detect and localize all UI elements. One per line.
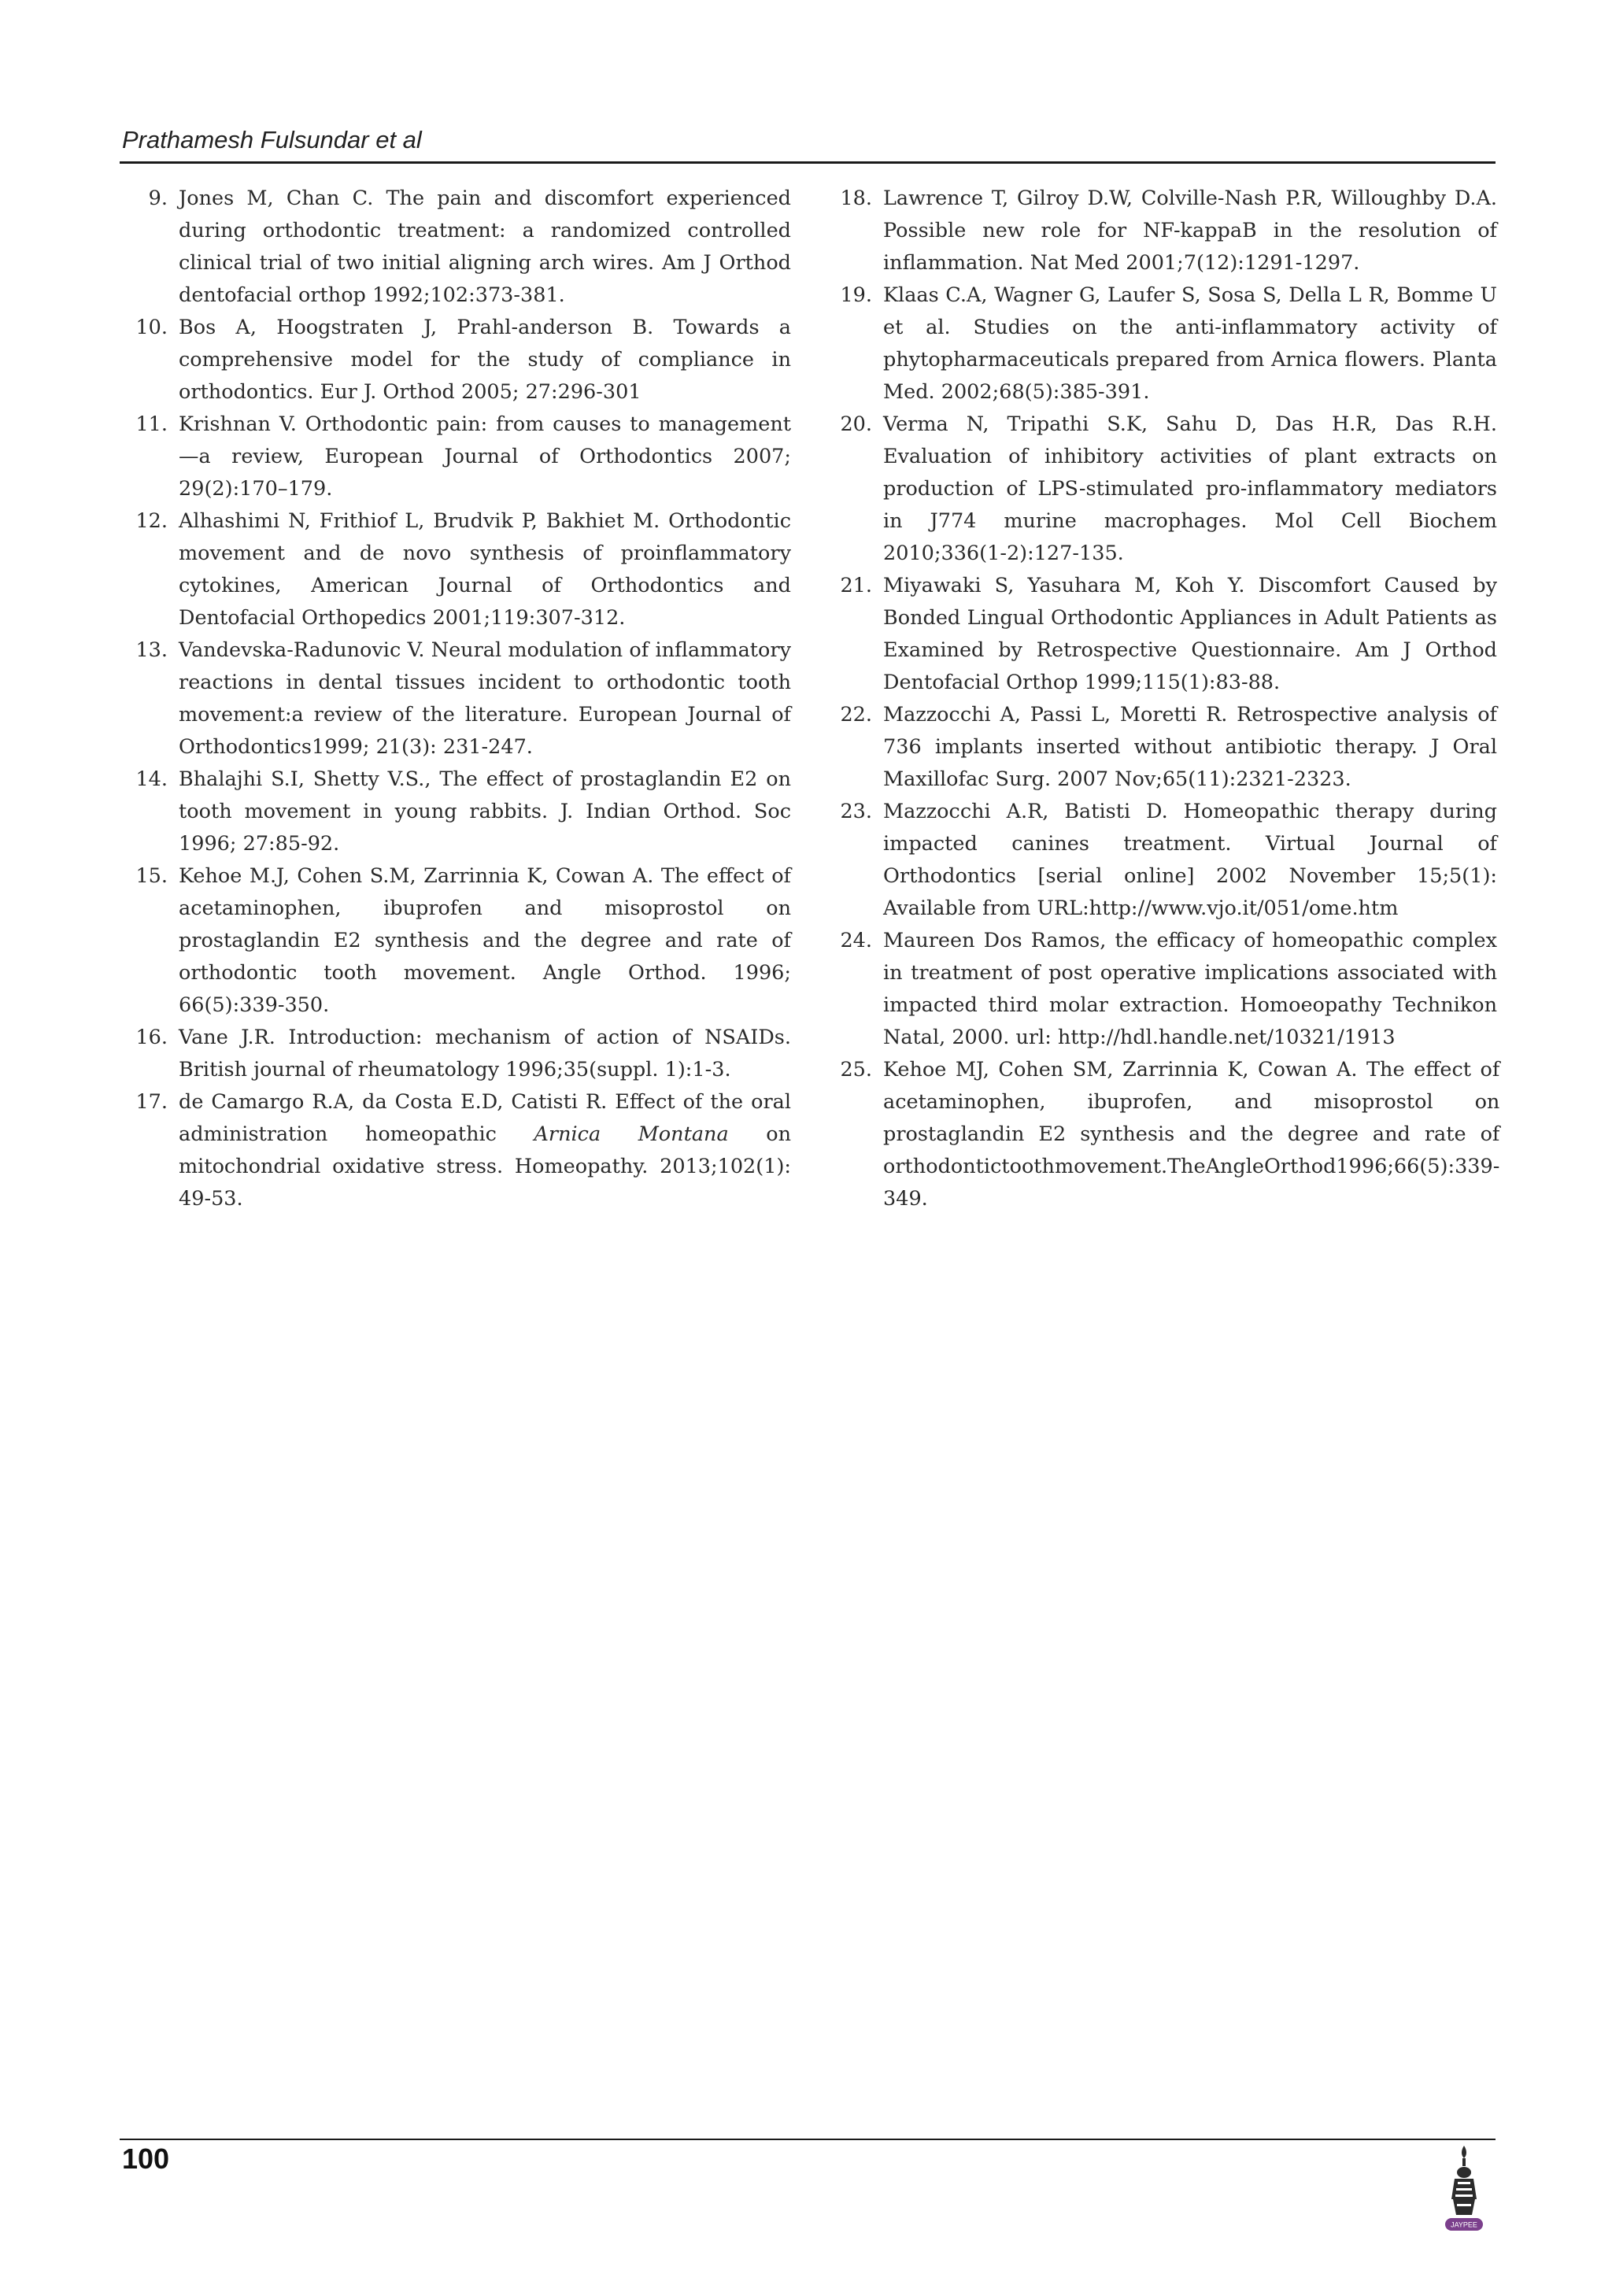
reference-text: Mazzocchi A, Passi L, Moretti R. Retrospective analysis of 736 implants inserted without antibiotic therapy. J Oral Maxillofac Surg. 2007 Nov;65(11):2321-2323.: [883, 703, 1497, 791]
reference-number: 20.: [840, 412, 872, 436]
reference-number: 25.: [840, 1058, 872, 1081]
reference-number: 23.: [840, 800, 872, 823]
reference-item: [834, 925, 1497, 1054]
reference-item: [130, 763, 791, 860]
reference-item: [130, 505, 791, 634]
reference-number: 12.: [135, 509, 168, 533]
reference-text: [179, 1086, 791, 1215]
reference-number: 17.: [135, 1090, 168, 1114]
reference-number: 14.: [135, 767, 168, 791]
references-right-column: [834, 183, 1500, 1215]
reference-item: [834, 796, 1497, 925]
references-left-column: [130, 183, 791, 1215]
reference-item: [130, 634, 791, 763]
reference-text: Vane J.R. Introduction: mechanism of action of NSAIDs. British journal of rheumatology 1996;35(suppl. 1):1-3.: [179, 1026, 791, 1081]
reference-number: 13.: [135, 638, 168, 662]
reference-item: [130, 860, 791, 1022]
reference-text: Klaas C.A, Wagner G, Laufer S, Sosa S, Della L R, Bomme U et al. Studies on the anti-inflammatory activity of phytopharmaceuticals prepared from Arnica flowers. Planta Med. 2002;68(5):385-391.: [883, 283, 1497, 404]
publisher-logo-text: JAYPEE: [1451, 2220, 1477, 2229]
reference-text: Miyawaki S, Yasuhara M, Koh Y. Discomfort Caused by Bonded Lingual Orthodontic Appliances in Adult Patients as Examined by Retrospective Questionnaire. Am J Orthod Dentofacial Orthop 1999;115(1):83-88.: [883, 574, 1497, 694]
page-number: 100: [122, 2143, 170, 2175]
reference-text: Maureen Dos Ramos, the efficacy of homeopathic complex in treatment of post operative implications associated with impacted third molar extraction. Homoeopathy Technikon Natal, 2000. url: http://hdl.handle.net/10321/1913: [883, 929, 1497, 1049]
header-rule: [120, 161, 1496, 164]
reference-number: 10.: [135, 316, 168, 339]
reference-item: [130, 183, 791, 312]
reference-number: 19.: [840, 283, 872, 307]
running-head: Prathamesh Fulsundar et al: [122, 126, 422, 153]
reference-text-part: on mitochondrial oxidative stress. Homeopathy. 2013;102(1): 49-53.: [179, 1122, 791, 1211]
reference-text-part: de Camargo R.A, da Costa E.D, Catisti R. Effect of the oral administration homeopathic: [179, 1090, 791, 1146]
reference-item: [834, 570, 1497, 699]
reference-number: 11.: [135, 412, 168, 436]
reference-number: 24.: [840, 929, 872, 952]
reference-item: [834, 409, 1497, 570]
reference-text: Alhashimi N, Frithiof L, Brudvik P, Bakhiet M. Orthodontic movement and de novo synthesis of proinflammatory cytokines, American Journal of Orthodontics and Dentofacial Orthopedics 2001;119:307-312.: [179, 509, 791, 630]
reference-text: Kehoe MJ, Cohen SM, Zarrinnia K, Cowan A. The effect of acetaminophen, ibuprofen, and misoprostol on prostaglandin E2 synthesis and the degree and rate of orthodontictoothmovement.TheAngleOrthod1996;66(5):339-349.: [883, 1058, 1500, 1211]
reference-number: 9.: [148, 187, 168, 210]
reference-text: Krishnan V. Orthodontic pain: from causes to management—a review, European Journal of Orthodontics 2007; 29(2):170–179.: [179, 412, 791, 501]
reference-item: [130, 312, 791, 409]
reference-text: Kehoe M.J, Cohen S.M, Zarrinnia K, Cowan A. The effect of acetaminophen, ibuprofen and misoprostol on prostaglandin E2 synthesis and the degree and rate of orthodontic tooth movement. Angle Orthod. 1996; 66(5):339-350.: [179, 864, 791, 1017]
reference-number: 18.: [840, 187, 872, 210]
reference-number: 22.: [840, 703, 872, 727]
reference-item: [834, 279, 1497, 409]
footer-rule: [120, 2139, 1496, 2140]
reference-text: Mazzocchi A.R, Batisti D. Homeopathic therapy during impacted canines treatment. Virtual Journal of Orthodontics [serial online] 2002 November 15;5(1): Available from URL:http://www.vjo.it/051/ome.htm: [883, 800, 1497, 920]
reference-italic-title: Arnica Montana: [534, 1122, 729, 1146]
reference-text: Vandevska-Radunovic V. Neural modulation of inflammatory reactions in dental tissues incident to orthodontic tooth movement:a review of the literature. European Journal of Orthodontics1999; 21(3): 231-247.: [179, 638, 791, 759]
reference-item: [834, 1054, 1500, 1215]
reference-item: [130, 1022, 791, 1086]
reference-item: [834, 699, 1497, 796]
reference-number: 16.: [135, 1026, 168, 1049]
reference-number: 15.: [135, 864, 168, 888]
publisher-logo-icon: [1440, 2143, 1488, 2233]
reference-item: [834, 183, 1497, 279]
reference-number: 21.: [840, 574, 872, 597]
reference-item: [130, 409, 791, 505]
reference-item: [130, 1086, 791, 1215]
reference-text: Jones M, Chan C. The pain and discomfort experienced during orthodontic treatment: a randomized controlled clinical trial of two initial aligning arch wires. Am J Orthod dentofacial orthop 1992;102:373-381.: [179, 187, 791, 307]
reference-text: Lawrence T, Gilroy D.W, Colville-Nash P.R, Willoughby D.A. Possible new role for NF-kappaB in the resolution of inflammation. Nat Med 2001;7(12):1291-1297.: [883, 187, 1497, 275]
reference-text: Verma N, Tripathi S.K, Sahu D, Das H.R, Das R.H. Evaluation of inhibitory activities of plant extracts on production of LPS-stimulated pro-inflammatory mediators in J774 murine macrophages. Mol Cell Biochem 2010;336(1-2):127-135.: [883, 412, 1497, 565]
reference-text: Bos A, Hoogstraten J, Prahl-anderson B. Towards a comprehensive model for the study of compliance in orthodontics. Eur J. Orthod 2005; 27:296-301: [179, 316, 791, 404]
reference-text: Bhalajhi S.I, Shetty V.S., The effect of prostaglandin E2 on tooth movement in young rabbits. J. Indian Orthod. Soc 1996; 27:85-92.: [179, 767, 791, 856]
